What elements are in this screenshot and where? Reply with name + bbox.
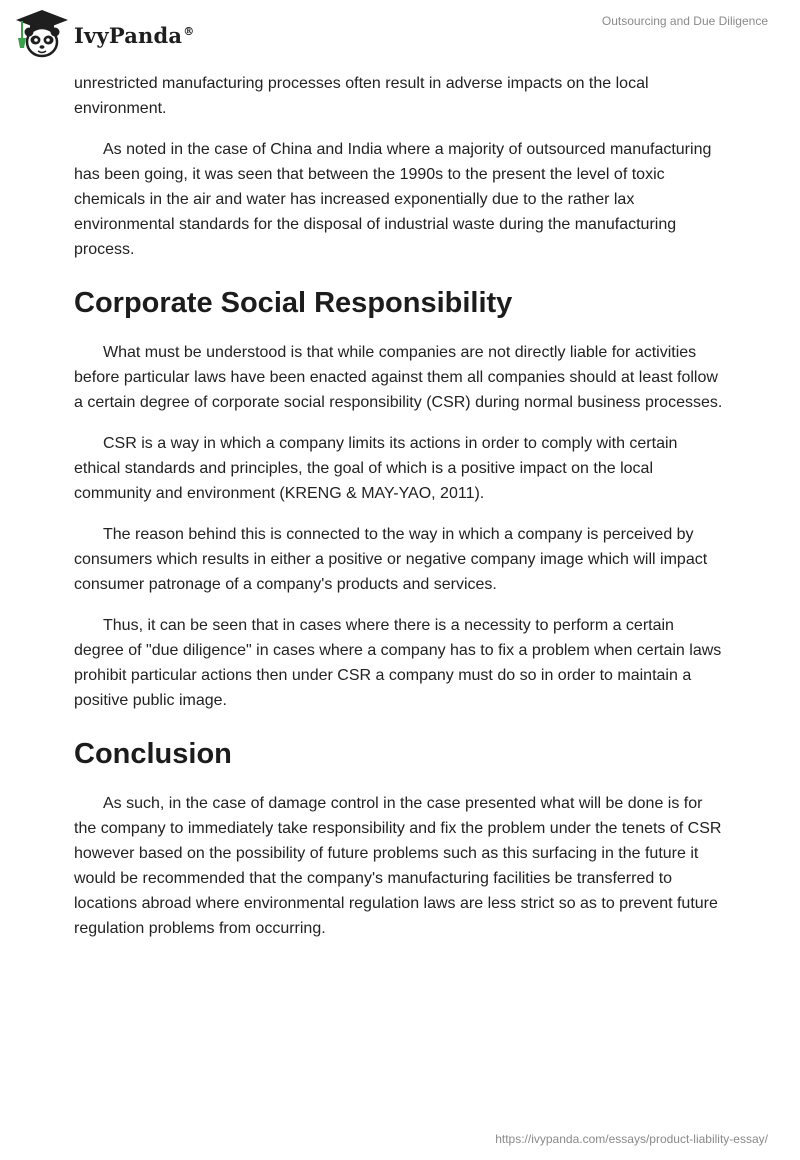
paragraph: The reason behind this is connected to the way in which a company is perceived by consumers which results in either a positive or negative company image which will impact consumer patronage of a company's products and services. xyxy=(74,526,708,593)
logo-wordmark: IvyPanda® xyxy=(74,22,195,48)
ivypanda-logo[interactable] xyxy=(14,8,194,60)
paragraph: Thus, it can be seen that in cases where there is a necessity to perform a certain degree of "due diligence" in cases where a company has to fix a problem when certain laws prohibit particular actions then under CSR a company must do so in order to maintain a positive public image. xyxy=(74,617,722,709)
section-heading-conclusion: Conclusion xyxy=(74,738,232,770)
paragraph: CSR is a way in which a company limits its actions in order to comply with certain ethical standards and principles, the goal of which is a positive impact on the local community and environment (KRENG & MAY-YAO, 2011). xyxy=(74,435,678,502)
paragraph: What must be understood is that while companies are not directly liable for activities before particular laws have been enacted against them all companies should at least follow a certain degree of corporate social responsibility (CSR) during normal business processes. xyxy=(74,344,723,411)
paragraph-continued: unrestricted manufacturing processes often result in adverse impacts on the local environment. xyxy=(74,75,649,117)
essay-body xyxy=(74,71,728,957)
paragraph: As such, in the case of damage control in the case presented what will be done is for the company to immediately take responsibility and fix the problem under the tenets of CSR however based on the possibility of future problems such as this surfacing in the future it would be recommended that the company's manufacturing facilities be transferred to locations abroad where environmental regulation laws are less strict so as to prevent future regulation problems from occurring. xyxy=(74,795,722,937)
document-title: Outsourcing and Due Diligence xyxy=(601,14,768,28)
paragraph: As noted in the case of China and India where a majority of outsourced manufacturing has been going, it was seen that between the 1990s to the present the level of toxic chemicals in the air and water has increased exponentially due to the rather lax environmental standards for the disposal of industrial waste during the manufacturing process. xyxy=(74,141,712,258)
registered-mark: ® xyxy=(183,24,195,38)
page-header xyxy=(0,0,800,70)
panda-graduate-icon xyxy=(14,8,70,60)
source-url-link[interactable]: https://ivypanda.com/essays/product-liability-essay/ xyxy=(495,1132,768,1146)
section-heading-csr: Corporate Social Responsibility xyxy=(74,287,513,319)
